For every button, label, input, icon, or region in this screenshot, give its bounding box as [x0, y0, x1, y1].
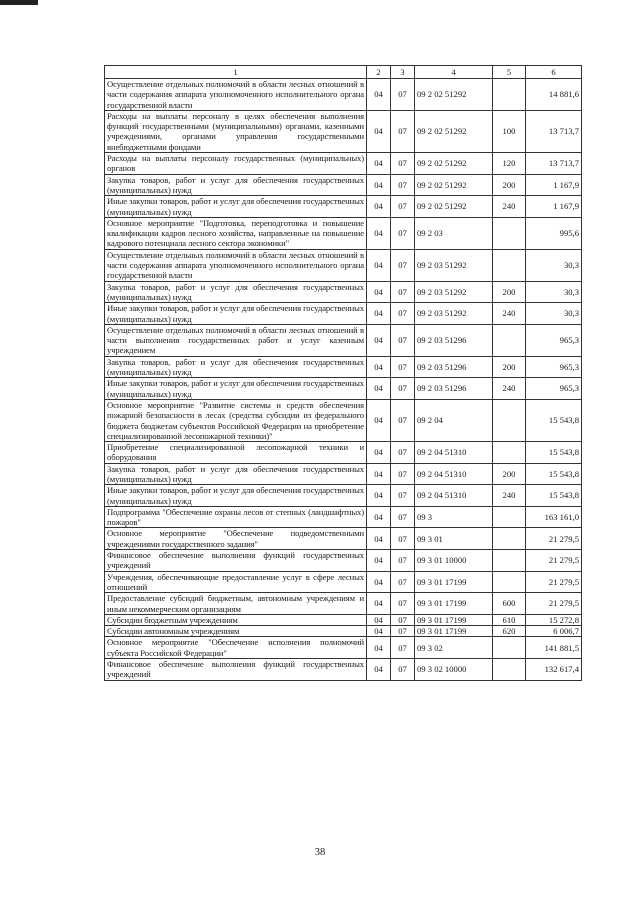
table-row: [105, 399, 582, 441]
row-subsection-code: 07: [391, 506, 415, 528]
row-expense-type: 240: [493, 485, 526, 507]
row-subsection-code: 07: [391, 281, 415, 303]
row-target-article: 09 2 03 51296: [415, 356, 493, 378]
row-expense-type: 240: [493, 378, 526, 400]
row-amount: 15 543,8: [526, 399, 582, 441]
header-cell: 1: [105, 66, 367, 79]
row-subsection-code: 07: [391, 550, 415, 572]
row-section-code: 04: [367, 442, 391, 464]
table-row: [105, 659, 582, 681]
row-expense-type: [493, 506, 526, 528]
row-description: Основное мероприятие "Обеспечение подведомственными учреждениями государственного задания": [105, 528, 367, 550]
row-subsection-code: 07: [391, 217, 415, 249]
table-row: [105, 110, 582, 152]
row-subsection-code: 07: [391, 110, 415, 152]
table-row: [105, 593, 582, 615]
table-row: [105, 550, 582, 572]
row-section-code: 04: [367, 196, 391, 218]
table-row: [105, 637, 582, 659]
header-cell: 5: [493, 66, 526, 79]
row-section-code: 04: [367, 659, 391, 681]
table-row: [105, 626, 582, 637]
row-description: Учреждения, обеспечивающие предоставление услуг в сфере лесных отношений: [105, 571, 367, 593]
table-row: [105, 442, 582, 464]
row-description: Иные закупки товаров, работ и услуг для обеспечения государственных (муниципальных) нужд: [105, 196, 367, 218]
row-subsection-code: 07: [391, 196, 415, 218]
row-amount: 21 279,5: [526, 528, 582, 550]
row-target-article: 09 2 02 51292: [415, 174, 493, 196]
row-expense-type: [493, 571, 526, 593]
row-expense-type: [493, 442, 526, 464]
table-row: [105, 463, 582, 485]
row-description: Иные закупки товаров, работ и услуг для обеспечения государственных (муниципальных) нужд: [105, 303, 367, 325]
row-description: Приобретение специализированной лесопожарной техники и оборудования: [105, 442, 367, 464]
row-subsection-code: 07: [391, 442, 415, 464]
row-description: Субсидии бюджетным учреждениям: [105, 614, 367, 625]
row-amount: 6 006,7: [526, 626, 582, 637]
header-cell: 2: [367, 66, 391, 79]
row-amount: 995,6: [526, 217, 582, 249]
row-expense-type: 120: [493, 153, 526, 175]
table-row: [105, 528, 582, 550]
row-target-article: 09 2 02 51292: [415, 196, 493, 218]
row-subsection-code: 07: [391, 356, 415, 378]
row-amount: 21 279,5: [526, 571, 582, 593]
row-description: Предоставление субсидий бюджетным, автономным учреждениям и иным некоммерческим организациям: [105, 593, 367, 615]
row-section-code: 04: [367, 174, 391, 196]
row-description: Закупка товаров, работ и услуг для обеспечения государственных (муниципальных) нужд: [105, 174, 367, 196]
row-section-code: 04: [367, 378, 391, 400]
table-row: [105, 506, 582, 528]
header-cell: 6: [526, 66, 582, 79]
row-amount: 15 543,8: [526, 442, 582, 464]
row-amount: 13 713,7: [526, 153, 582, 175]
row-target-article: 09 3 01 17199: [415, 614, 493, 625]
row-amount: 163 161,0: [526, 506, 582, 528]
row-section-code: 04: [367, 399, 391, 441]
row-description: Расходы на выплаты персоналу в целях обеспечения выполнения функций государственными (муниципальными) органами, казенными учреждениями, органами управления государственными внебюджетными фондами: [105, 110, 367, 152]
row-subsection-code: 07: [391, 571, 415, 593]
row-target-article: 09 2 04 51310: [415, 463, 493, 485]
row-subsection-code: 07: [391, 153, 415, 175]
table-row: [105, 485, 582, 507]
table-row: [105, 174, 582, 196]
row-description: Закупка товаров, работ и услуг для обеспечения государственных (муниципальных) нужд: [105, 356, 367, 378]
table-row: [105, 614, 582, 625]
row-target-article: 09 3 02: [415, 637, 493, 659]
row-subsection-code: 07: [391, 626, 415, 637]
page-number: 38: [314, 847, 326, 858]
row-target-article: 09 3 01 17199: [415, 571, 493, 593]
header-cell: 4: [415, 66, 493, 79]
row-section-code: 04: [367, 571, 391, 593]
row-description: Финансовое обеспечение выполнения функций государственных учреждений: [105, 550, 367, 572]
row-amount: 965,3: [526, 378, 582, 400]
row-subsection-code: 07: [391, 485, 415, 507]
row-amount: 965,3: [526, 324, 582, 356]
row-amount: 21 279,5: [526, 593, 582, 615]
row-description: Основное мероприятие "Подготовка, переподготовка и повышение квалификации кадров лесного хозяйства, направленные на повышение кадрового потенциала лесного сектора экономики": [105, 217, 367, 249]
row-section-code: 04: [367, 593, 391, 615]
table-row: [105, 79, 582, 111]
row-target-article: 09 2 03 51296: [415, 378, 493, 400]
table-row: [105, 217, 582, 249]
row-amount: 965,3: [526, 356, 582, 378]
row-target-article: 09 2 03 51296: [415, 324, 493, 356]
row-description: Расходы на выплаты персоналу государственных (муниципальных) органов: [105, 153, 367, 175]
row-section-code: 04: [367, 249, 391, 281]
row-subsection-code: 07: [391, 249, 415, 281]
row-target-article: 09 3 02 10000: [415, 659, 493, 681]
row-expense-type: [493, 79, 526, 111]
row-target-article: 09 2 03: [415, 217, 493, 249]
row-amount: 30,3: [526, 249, 582, 281]
table-row: [105, 378, 582, 400]
row-description: Финансовое обеспечение выполнения функций государственных учреждений: [105, 659, 367, 681]
row-expense-type: 240: [493, 303, 526, 325]
row-expense-type: [493, 637, 526, 659]
row-expense-type: [493, 528, 526, 550]
row-section-code: 04: [367, 528, 391, 550]
row-amount: 30,3: [526, 303, 582, 325]
table-row: [105, 356, 582, 378]
row-amount: 1 167,9: [526, 174, 582, 196]
table-row: [105, 249, 582, 281]
row-section-code: 04: [367, 79, 391, 111]
row-subsection-code: 07: [391, 378, 415, 400]
row-description: Осуществление отдельных полномочий в области лесных отношений в части содержания аппарата уполномоченного исполнительного органа государственной власти: [105, 249, 367, 281]
row-expense-type: 200: [493, 463, 526, 485]
row-subsection-code: 07: [391, 174, 415, 196]
row-amount: 21 279,5: [526, 550, 582, 572]
row-description: Осуществление отдельных полномочий в области лесных отношений в части выполнения государственных работ и услуг казенным учреждением: [105, 324, 367, 356]
row-amount: 141 881,5: [526, 637, 582, 659]
row-target-article: 09 2 03 51292: [415, 303, 493, 325]
row-target-article: 09 2 03 51292: [415, 249, 493, 281]
row-section-code: 04: [367, 550, 391, 572]
row-amount: 30,3: [526, 281, 582, 303]
table-row: [105, 324, 582, 356]
table-header-row: [105, 66, 582, 79]
row-description: Осуществление отдельных полномочий в области лесных отношений в части содержания аппарата уполномоченного исполнительного органа государственной власти: [105, 79, 367, 111]
row-subsection-code: 07: [391, 528, 415, 550]
row-expense-type: [493, 249, 526, 281]
table-row: [105, 153, 582, 175]
row-subsection-code: 07: [391, 659, 415, 681]
row-target-article: 09 2 02 51292: [415, 110, 493, 152]
row-expense-type: [493, 659, 526, 681]
table-row: [105, 196, 582, 218]
row-expense-type: [493, 550, 526, 572]
row-description: Подпрограмма "Обеспечение охраны лесов от степных (ландшафтных) пожаров": [105, 506, 367, 528]
row-expense-type: 240: [493, 196, 526, 218]
row-amount: 15 272,8: [526, 614, 582, 625]
row-target-article: 09 3: [415, 506, 493, 528]
row-expense-type: 200: [493, 174, 526, 196]
row-expense-type: 200: [493, 356, 526, 378]
row-target-article: 09 3 01 17199: [415, 626, 493, 637]
row-section-code: 04: [367, 626, 391, 637]
row-amount: 15 543,8: [526, 485, 582, 507]
row-section-code: 04: [367, 110, 391, 152]
row-expense-type: [493, 217, 526, 249]
row-section-code: 04: [367, 614, 391, 625]
row-section-code: 04: [367, 637, 391, 659]
row-subsection-code: 07: [391, 324, 415, 356]
row-description: Иные закупки товаров, работ и услуг для обеспечения государственных (муниципальных) нужд: [105, 485, 367, 507]
row-subsection-code: 07: [391, 79, 415, 111]
row-target-article: 09 2 04 51310: [415, 442, 493, 464]
row-subsection-code: 07: [391, 637, 415, 659]
row-subsection-code: 07: [391, 614, 415, 625]
table-row: [105, 281, 582, 303]
row-amount: 13 713,7: [526, 110, 582, 152]
row-description: Основное мероприятие "Обеспечение исполнения полномочий субъекта Российской Федерации": [105, 637, 367, 659]
scan-corner-mark: [0, 0, 38, 5]
row-expense-type: 610: [493, 614, 526, 625]
row-subsection-code: 07: [391, 399, 415, 441]
row-description: Субсидии автономным учреждениям: [105, 626, 367, 637]
header-cell: 3: [391, 66, 415, 79]
budget-table: [104, 65, 582, 681]
row-section-code: 04: [367, 324, 391, 356]
row-target-article: 09 2 03 51292: [415, 281, 493, 303]
row-description: Закупка товаров, работ и услуг для обеспечения государственных (муниципальных) нужд: [105, 463, 367, 485]
row-target-article: 09 2 04 51310: [415, 485, 493, 507]
row-subsection-code: 07: [391, 593, 415, 615]
row-expense-type: 100: [493, 110, 526, 152]
row-target-article: 09 3 01 10000: [415, 550, 493, 572]
row-expense-type: 600: [493, 593, 526, 615]
row-target-article: 09 3 01 17199: [415, 593, 493, 615]
row-amount: 14 881,6: [526, 79, 582, 111]
row-subsection-code: 07: [391, 463, 415, 485]
row-target-article: 09 2 04: [415, 399, 493, 441]
row-expense-type: 620: [493, 626, 526, 637]
row-target-article: 09 2 02 51292: [415, 79, 493, 111]
row-amount: 15 543,8: [526, 463, 582, 485]
row-subsection-code: 07: [391, 303, 415, 325]
row-section-code: 04: [367, 153, 391, 175]
row-target-article: 09 3 01: [415, 528, 493, 550]
row-amount: 1 167,9: [526, 196, 582, 218]
row-section-code: 04: [367, 281, 391, 303]
row-description: Основное мероприятие "Развитие системы и средств обеспечения пожарной безопасности в лесах (средства субсидии из федерального бюджета бюджетам субъектов Российской Федерации на приобретение специализированной лесопожарной техники)": [105, 399, 367, 441]
row-section-code: 04: [367, 217, 391, 249]
row-section-code: 04: [367, 463, 391, 485]
row-section-code: 04: [367, 485, 391, 507]
table-row: [105, 303, 582, 325]
row-expense-type: 200: [493, 281, 526, 303]
row-expense-type: [493, 324, 526, 356]
row-description: Иные закупки товаров, работ и услуг для обеспечения государственных (муниципальных) нужд: [105, 378, 367, 400]
table-row: [105, 571, 582, 593]
row-amount: 132 617,4: [526, 659, 582, 681]
row-section-code: 04: [367, 303, 391, 325]
row-section-code: 04: [367, 506, 391, 528]
row-expense-type: [493, 399, 526, 441]
row-target-article: 09 2 02 51292: [415, 153, 493, 175]
row-description: Закупка товаров, работ и услуг для обеспечения государственных (муниципальных) нужд: [105, 281, 367, 303]
row-section-code: 04: [367, 356, 391, 378]
